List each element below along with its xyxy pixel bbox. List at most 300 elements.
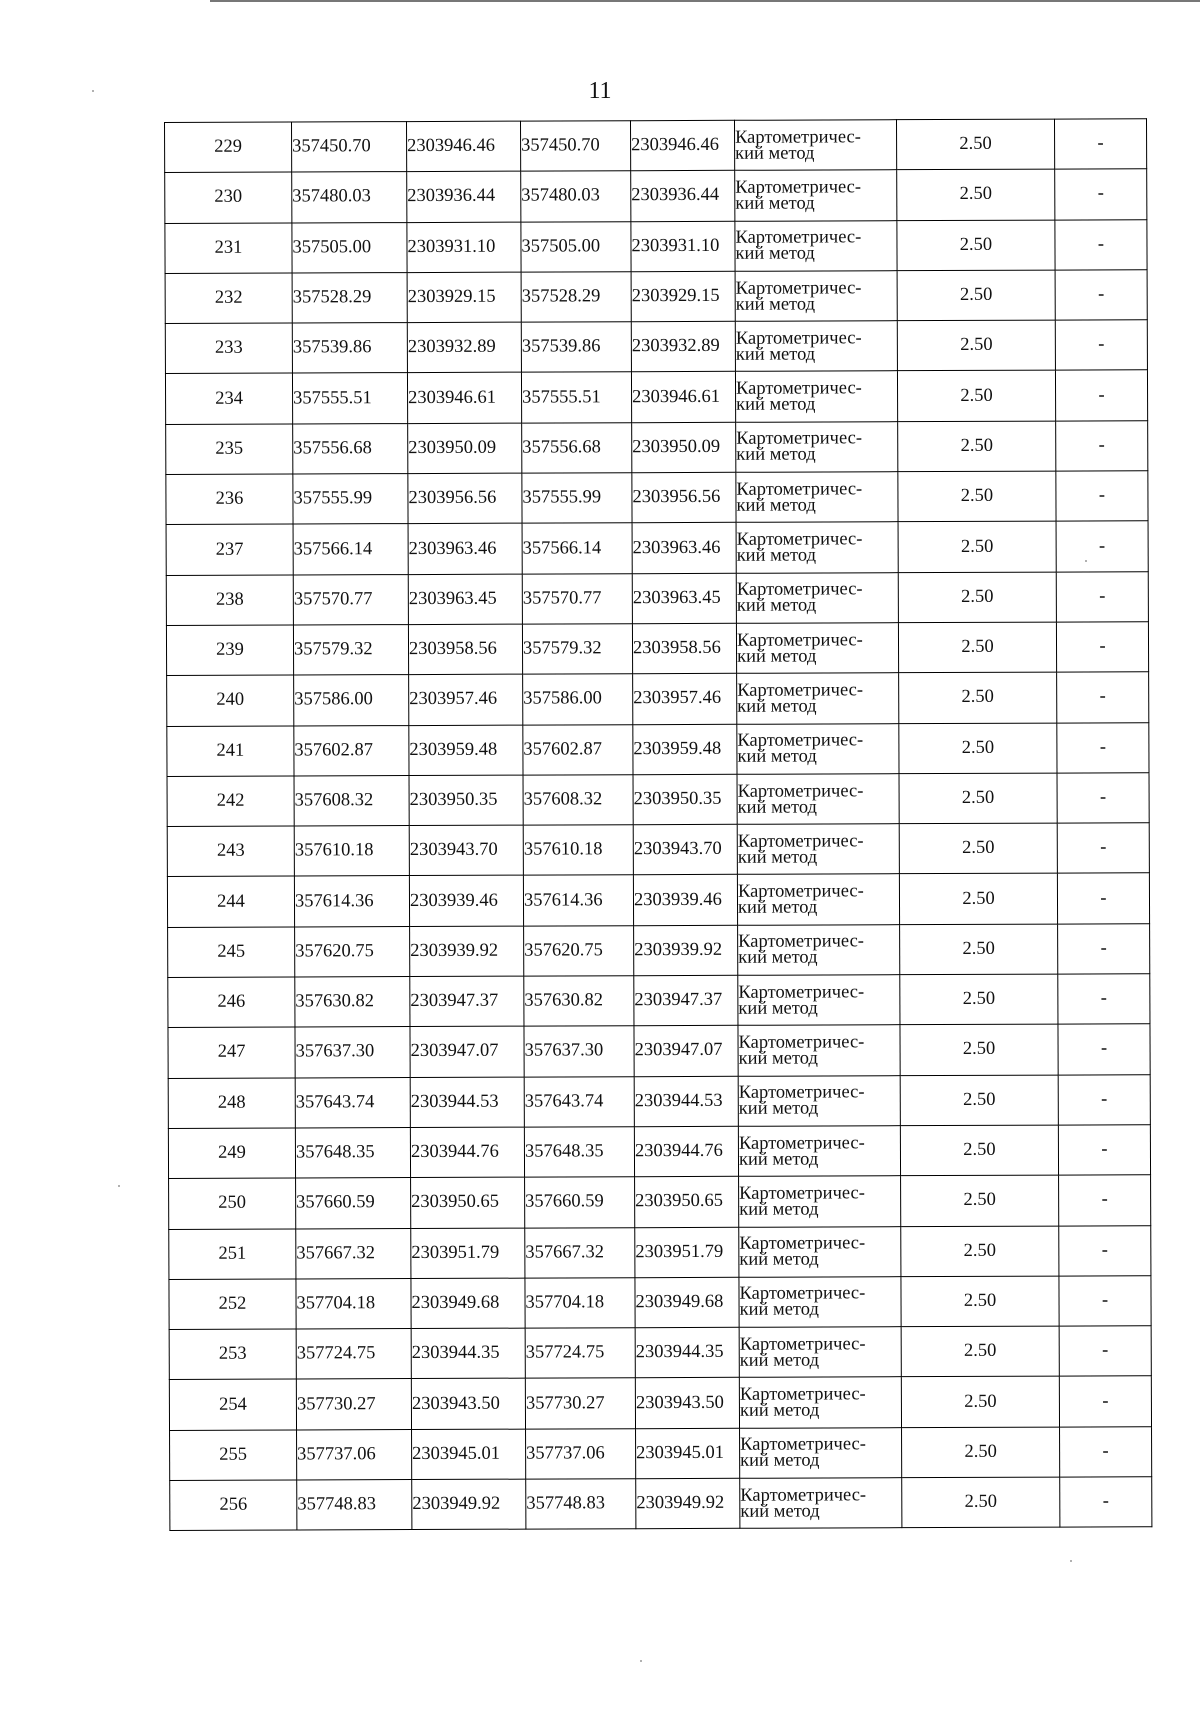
method-cell xyxy=(740,1427,902,1478)
y-existing-cell: 2303944.35 xyxy=(411,1328,525,1379)
y-existing-cell: 2303946.46 xyxy=(407,121,521,172)
note-cell: - xyxy=(1058,1024,1150,1075)
x-existing-cell: 357450.70 xyxy=(292,122,407,173)
x-new-cell: 357637.30 xyxy=(524,1026,634,1077)
point-number-cell: 255 xyxy=(170,1430,297,1481)
table-row xyxy=(167,823,1149,877)
y-new-cell: 2303931.10 xyxy=(631,221,735,272)
y-existing-cell: 2303936.44 xyxy=(407,171,521,222)
table-row xyxy=(170,1477,1152,1531)
x-new-cell: 357610.18 xyxy=(523,825,633,876)
method-line-2: кий метод xyxy=(738,1098,819,1120)
point-number-cell: 238 xyxy=(166,575,293,626)
method-line-1: Картометричес- xyxy=(738,1082,865,1104)
point-number-cell: 251 xyxy=(169,1229,296,1280)
method-cell xyxy=(737,824,899,875)
table-row xyxy=(168,974,1150,1028)
method-line-2: кий метод xyxy=(735,344,816,365)
table-row xyxy=(166,571,1148,625)
table-row xyxy=(167,722,1149,776)
x-new-cell: 357528.29 xyxy=(521,272,631,323)
method-cell xyxy=(735,371,897,422)
y-existing-cell: 2303944.76 xyxy=(410,1127,524,1178)
method-cell xyxy=(735,170,897,221)
note-cell: - xyxy=(1056,421,1148,472)
x-existing-cell: 357620.75 xyxy=(295,926,410,977)
point-number-cell: 254 xyxy=(169,1379,296,1430)
method-line-2: кий метод xyxy=(736,444,816,466)
point-number-cell: 245 xyxy=(168,927,295,978)
y-new-cell: 2303956.56 xyxy=(632,472,736,523)
y-new-cell: 2303949.92 xyxy=(636,1478,740,1529)
method-line-2: кий метод xyxy=(737,897,818,918)
y-existing-cell: 2303958.56 xyxy=(408,624,522,675)
note-cell: - xyxy=(1058,1074,1150,1125)
y-existing-cell: 2303932.89 xyxy=(407,322,521,373)
x-new-cell: 357648.35 xyxy=(524,1127,634,1178)
method-line-2: кий метод xyxy=(740,1501,820,1522)
method-line-2: кий метод xyxy=(739,1350,820,1371)
y-new-cell: 2303951.79 xyxy=(635,1227,739,1278)
x-existing-cell: 357610.18 xyxy=(294,826,409,877)
method-line-2: кий метод xyxy=(737,746,817,768)
y-new-cell: 2303963.46 xyxy=(632,523,736,574)
method-cell xyxy=(737,874,899,925)
y-new-cell: 2303946.46 xyxy=(630,120,734,171)
x-new-cell: 357539.86 xyxy=(521,322,631,373)
y-new-cell: 2303936.44 xyxy=(631,171,735,222)
accuracy-cell: 2.50 xyxy=(898,572,1056,623)
method-line-1: Картометричес- xyxy=(739,1384,866,1405)
accuracy-cell: 2.50 xyxy=(896,119,1054,170)
method-line-2: кий метод xyxy=(737,696,817,717)
x-new-cell: 357614.36 xyxy=(523,875,633,926)
method-line-2: кий метод xyxy=(737,796,817,818)
method-line-1: Картометричес- xyxy=(736,629,863,651)
x-existing-cell: 357570.77 xyxy=(293,574,408,625)
x-existing-cell: 357555.99 xyxy=(293,474,408,525)
x-new-cell: 357602.87 xyxy=(523,724,633,775)
method-cell xyxy=(739,1327,901,1378)
accuracy-cell: 2.50 xyxy=(900,924,1058,975)
point-number-cell: 237 xyxy=(166,524,293,575)
accuracy-cell: 2.50 xyxy=(902,1427,1060,1478)
accuracy-cell: 2.50 xyxy=(899,723,1057,774)
table-row xyxy=(166,521,1148,575)
x-existing-cell: 357643.74 xyxy=(295,1077,410,1128)
x-existing-cell: 357724.75 xyxy=(296,1329,411,1380)
method-cell xyxy=(737,723,899,774)
note-cell: - xyxy=(1056,471,1148,522)
note-cell: - xyxy=(1057,672,1149,723)
accuracy-cell: 2.50 xyxy=(900,1075,1058,1126)
accuracy-cell: 2.50 xyxy=(900,1024,1058,1075)
method-cell xyxy=(740,1478,902,1529)
method-line-2: кий метод xyxy=(738,1149,819,1170)
x-new-cell: 357555.99 xyxy=(522,473,632,524)
x-new-cell: 357505.00 xyxy=(521,221,631,272)
table-row xyxy=(165,270,1147,324)
scan-speck xyxy=(118,1185,120,1187)
scan-speck xyxy=(92,90,94,92)
y-new-cell: 2303949.68 xyxy=(635,1277,739,1328)
y-new-cell: 2303939.46 xyxy=(633,875,737,926)
accuracy-cell: 2.50 xyxy=(901,1226,1059,1277)
y-existing-cell: 2303939.92 xyxy=(410,926,524,977)
method-line-1: Картометричес- xyxy=(736,579,863,601)
table-row xyxy=(166,421,1148,475)
y-new-cell: 2303944.35 xyxy=(635,1327,739,1378)
note-cell: - xyxy=(1055,219,1147,270)
method-line-1: Картометричес- xyxy=(739,1233,866,1254)
y-existing-cell: 2303959.48 xyxy=(409,725,523,776)
accuracy-cell: 2.50 xyxy=(898,421,1056,472)
coordinates-table xyxy=(164,118,1152,1531)
note-cell: - xyxy=(1058,1125,1150,1176)
method-line-1: Картометричес- xyxy=(737,730,864,752)
x-existing-cell: 357556.68 xyxy=(293,423,408,474)
method-cell xyxy=(739,1176,901,1227)
method-line-2: кий метод xyxy=(739,1299,819,1321)
point-number-cell: 253 xyxy=(169,1329,296,1380)
note-cell: - xyxy=(1056,622,1148,673)
x-new-cell: 357748.83 xyxy=(526,1479,636,1530)
point-number-cell: 256 xyxy=(170,1480,297,1531)
point-number-cell: 242 xyxy=(167,776,294,827)
table-row xyxy=(170,1426,1152,1480)
table-row xyxy=(169,1326,1151,1380)
point-number-cell: 229 xyxy=(165,122,292,173)
y-new-cell: 2303950.09 xyxy=(632,422,736,473)
y-new-cell: 2303944.76 xyxy=(634,1126,738,1177)
x-new-cell: 357724.75 xyxy=(525,1328,635,1379)
method-line-1: Картометричес- xyxy=(740,1484,867,1506)
y-existing-cell: 2303944.53 xyxy=(410,1077,524,1128)
y-existing-cell: 2303943.50 xyxy=(411,1379,525,1430)
method-cell xyxy=(737,774,899,825)
accuracy-cell: 2.50 xyxy=(901,1175,1059,1226)
method-line-1: Картометричес- xyxy=(737,831,864,852)
y-new-cell: 2303929.15 xyxy=(631,271,735,322)
method-cell xyxy=(735,271,897,322)
note-cell: - xyxy=(1055,320,1147,371)
table-row xyxy=(165,320,1147,374)
method-line-2: кий метод xyxy=(735,143,815,164)
page-number: 11 xyxy=(588,78,612,104)
note-cell: - xyxy=(1056,571,1148,622)
method-line-1: Картометричес- xyxy=(738,931,864,953)
table-row xyxy=(168,923,1150,977)
method-line-2: кий метод xyxy=(735,193,815,214)
method-line-1: Картометричес- xyxy=(735,378,862,399)
y-existing-cell: 2303950.35 xyxy=(409,775,523,826)
point-number-cell: 248 xyxy=(168,1078,295,1129)
table-row xyxy=(167,672,1149,726)
method-cell xyxy=(736,623,898,674)
table-row xyxy=(168,1024,1150,1078)
note-cell: - xyxy=(1060,1426,1152,1477)
x-existing-cell: 357586.00 xyxy=(294,675,409,726)
x-existing-cell: 357737.06 xyxy=(297,1429,412,1480)
table-row xyxy=(168,1074,1150,1128)
y-new-cell: 2303932.89 xyxy=(631,321,735,372)
note-cell: - xyxy=(1058,923,1150,974)
method-line-2: кий метод xyxy=(739,1249,819,1270)
y-existing-cell: 2303947.07 xyxy=(410,1026,524,1077)
x-existing-cell: 357566.14 xyxy=(293,524,408,575)
method-line-1: Картометричес- xyxy=(739,1334,866,1355)
x-new-cell: 357570.77 xyxy=(522,573,632,624)
y-existing-cell: 2303943.70 xyxy=(409,825,523,876)
y-new-cell: 2303963.45 xyxy=(632,573,736,624)
x-existing-cell: 357602.87 xyxy=(294,725,409,776)
y-existing-cell: 2303950.09 xyxy=(408,423,522,474)
x-existing-cell: 357637.30 xyxy=(295,1027,410,1078)
table-row xyxy=(167,773,1149,827)
y-existing-cell: 2303946.61 xyxy=(407,373,521,424)
point-number-cell: 230 xyxy=(165,172,292,223)
y-existing-cell: 2303931.10 xyxy=(407,222,521,273)
point-number-cell: 247 xyxy=(168,1027,295,1078)
point-number-cell: 232 xyxy=(165,273,292,324)
y-existing-cell: 2303947.37 xyxy=(410,976,524,1027)
method-line-1: Картометричес- xyxy=(735,227,862,249)
note-cell: - xyxy=(1055,169,1147,220)
y-existing-cell: 2303949.92 xyxy=(412,1479,526,1530)
method-cell xyxy=(738,1075,900,1126)
method-line-1: Картометричес- xyxy=(739,1283,866,1305)
accuracy-cell: 2.50 xyxy=(900,1125,1058,1176)
method-line-2: кий метод xyxy=(738,947,818,969)
note-cell: - xyxy=(1057,873,1149,924)
method-line-1: Картометричес- xyxy=(735,177,862,198)
y-existing-cell: 2303963.46 xyxy=(408,524,522,575)
x-existing-cell: 357555.51 xyxy=(292,373,407,424)
x-new-cell: 357579.32 xyxy=(522,624,632,675)
method-line-1: Картометричес- xyxy=(738,1132,865,1154)
y-existing-cell: 2303951.79 xyxy=(411,1228,525,1279)
method-cell xyxy=(739,1377,901,1428)
y-new-cell: 2303943.50 xyxy=(635,1378,739,1429)
method-cell xyxy=(738,924,900,975)
y-new-cell: 2303943.70 xyxy=(633,824,737,875)
note-cell: - xyxy=(1054,119,1146,170)
method-line-2: кий метод xyxy=(738,998,818,1019)
point-number-cell: 252 xyxy=(169,1279,296,1330)
scan-top-border xyxy=(210,0,1200,2)
x-new-cell: 357620.75 xyxy=(524,925,634,976)
method-line-2: кий метод xyxy=(736,394,816,415)
table-row xyxy=(169,1175,1151,1229)
accuracy-cell: 2.50 xyxy=(901,1326,1059,1377)
y-existing-cell: 2303929.15 xyxy=(407,272,521,323)
note-cell: - xyxy=(1060,1477,1152,1528)
method-line-1: Картометричес- xyxy=(738,1032,865,1053)
x-new-cell: 357556.68 xyxy=(522,422,632,473)
method-line-2: кий метод xyxy=(739,1199,819,1220)
table-row xyxy=(166,622,1148,676)
table-row xyxy=(169,1376,1151,1430)
note-cell: - xyxy=(1057,773,1149,824)
method-line-2: кий метод xyxy=(736,495,816,516)
method-line-2: кий метод xyxy=(740,1450,820,1472)
note-cell: - xyxy=(1059,1276,1151,1327)
note-cell: - xyxy=(1055,370,1147,421)
method-line-1: Картометричес- xyxy=(736,428,863,450)
x-new-cell: 357630.82 xyxy=(524,976,634,1027)
y-new-cell: 2303946.61 xyxy=(631,372,735,423)
table-body xyxy=(165,119,1152,1531)
note-cell: - xyxy=(1057,722,1149,773)
x-existing-cell: 357730.27 xyxy=(296,1379,411,1430)
x-new-cell: 357643.74 xyxy=(524,1076,634,1127)
x-new-cell: 357730.27 xyxy=(525,1378,635,1429)
x-existing-cell: 357539.86 xyxy=(292,323,407,374)
y-new-cell: 2303959.48 xyxy=(633,724,737,775)
method-line-1: Картометричес- xyxy=(737,881,864,902)
x-existing-cell: 357648.35 xyxy=(295,1127,410,1178)
method-line-1: Картометричес- xyxy=(736,529,863,550)
point-number-cell: 241 xyxy=(167,726,294,777)
note-cell: - xyxy=(1059,1175,1151,1226)
method-line-1: Картометричес- xyxy=(735,328,862,349)
method-line-2: кий метод xyxy=(738,1048,818,1069)
table-row xyxy=(165,219,1147,273)
method-line-1: Картометричес- xyxy=(735,277,862,299)
y-new-cell: 2303958.56 xyxy=(632,623,736,674)
point-number-cell: 239 xyxy=(166,625,293,676)
method-line-2: кий метод xyxy=(737,847,818,868)
accuracy-cell: 2.50 xyxy=(897,270,1055,321)
method-cell xyxy=(737,673,899,724)
accuracy-cell: 2.50 xyxy=(899,823,1057,874)
scan-speck xyxy=(1070,1560,1072,1562)
point-number-cell: 250 xyxy=(169,1178,296,1229)
point-number-cell: 249 xyxy=(168,1128,295,1179)
accuracy-cell: 2.50 xyxy=(897,169,1055,220)
y-existing-cell: 2303939.46 xyxy=(409,876,523,927)
point-number-cell: 236 xyxy=(166,474,293,525)
x-existing-cell: 357608.32 xyxy=(294,775,409,826)
method-line-2: кий метод xyxy=(736,595,817,617)
point-number-cell: 231 xyxy=(165,223,292,274)
method-cell xyxy=(738,1025,900,1076)
x-existing-cell: 357660.59 xyxy=(296,1178,411,1229)
accuracy-cell: 2.50 xyxy=(899,672,1057,723)
note-cell: - xyxy=(1059,1225,1151,1276)
method-line-2: кий метод xyxy=(735,294,816,315)
x-existing-cell: 357579.32 xyxy=(293,625,408,676)
method-line-2: кий метод xyxy=(736,545,817,566)
y-existing-cell: 2303963.45 xyxy=(408,574,522,625)
method-line-2: кий метод xyxy=(739,1400,820,1421)
y-existing-cell: 2303949.68 xyxy=(411,1278,525,1329)
x-new-cell: 357704.18 xyxy=(525,1278,635,1329)
method-line-1: Картометричес- xyxy=(738,982,865,1003)
accuracy-cell: 2.50 xyxy=(900,974,1058,1025)
method-line-2: кий метод xyxy=(737,646,817,667)
table-row xyxy=(165,169,1147,223)
method-cell xyxy=(739,1277,901,1328)
note-cell: - xyxy=(1059,1326,1151,1377)
y-new-cell: 2303957.46 xyxy=(633,674,737,725)
note-cell: - xyxy=(1055,270,1147,321)
x-new-cell: 357737.06 xyxy=(526,1428,636,1479)
table-row xyxy=(165,370,1147,424)
x-existing-cell: 357748.83 xyxy=(297,1480,412,1531)
accuracy-cell: 2.50 xyxy=(899,874,1057,925)
table-row xyxy=(169,1225,1151,1279)
note-cell: - xyxy=(1056,521,1148,572)
point-number-cell: 240 xyxy=(167,675,294,726)
x-new-cell: 357450.70 xyxy=(520,121,630,172)
point-number-cell: 233 xyxy=(165,323,292,374)
x-new-cell: 357555.51 xyxy=(521,372,631,423)
x-new-cell: 357566.14 xyxy=(522,523,632,574)
x-existing-cell: 357667.32 xyxy=(296,1228,411,1279)
method-cell xyxy=(736,522,898,573)
point-number-cell: 235 xyxy=(166,424,293,475)
accuracy-cell: 2.50 xyxy=(901,1276,1059,1327)
x-new-cell: 357667.32 xyxy=(525,1227,635,1278)
y-existing-cell: 2303950.65 xyxy=(411,1177,525,1228)
note-cell: - xyxy=(1057,823,1149,874)
accuracy-cell: 2.50 xyxy=(897,320,1055,371)
table-row xyxy=(165,119,1147,173)
method-line-1: Картометричес- xyxy=(736,479,863,500)
y-new-cell: 2303945.01 xyxy=(636,1428,740,1479)
x-existing-cell: 357528.29 xyxy=(292,272,407,323)
x-existing-cell: 357480.03 xyxy=(292,172,407,223)
point-number-cell: 246 xyxy=(168,977,295,1028)
method-line-2: кий метод xyxy=(735,243,815,265)
y-new-cell: 2303944.53 xyxy=(634,1076,738,1127)
method-cell xyxy=(738,1126,900,1177)
y-existing-cell: 2303945.01 xyxy=(412,1429,526,1480)
scan-speck xyxy=(1085,560,1087,562)
x-existing-cell: 357704.18 xyxy=(296,1278,411,1329)
note-cell: - xyxy=(1059,1376,1151,1427)
accuracy-cell: 2.50 xyxy=(898,521,1056,572)
x-existing-cell: 357630.82 xyxy=(295,977,410,1028)
note-cell: - xyxy=(1058,974,1150,1025)
scan-speck xyxy=(640,1660,642,1662)
method-line-1: Картометричес- xyxy=(739,1183,865,1204)
accuracy-cell: 2.50 xyxy=(897,220,1055,271)
y-new-cell: 2303950.35 xyxy=(633,774,737,825)
x-existing-cell: 357505.00 xyxy=(292,222,407,273)
method-cell xyxy=(734,120,896,171)
method-cell xyxy=(736,472,898,523)
y-new-cell: 2303947.07 xyxy=(634,1026,738,1077)
table-row xyxy=(169,1276,1151,1330)
method-cell xyxy=(735,321,897,372)
x-new-cell: 357608.32 xyxy=(523,775,633,826)
x-existing-cell: 357614.36 xyxy=(294,876,409,927)
y-existing-cell: 2303957.46 xyxy=(409,674,523,725)
y-existing-cell: 2303956.56 xyxy=(408,473,522,524)
method-line-1: Картометричес- xyxy=(737,780,864,802)
method-cell xyxy=(739,1226,901,1277)
method-line-1: Картометричес- xyxy=(735,126,861,148)
accuracy-cell: 2.50 xyxy=(902,1477,1060,1528)
y-new-cell: 2303939.92 xyxy=(634,925,738,976)
accuracy-cell: 2.50 xyxy=(898,471,1056,522)
method-cell xyxy=(736,421,898,472)
x-new-cell: 357660.59 xyxy=(525,1177,635,1228)
point-number-cell: 234 xyxy=(165,373,292,424)
accuracy-cell: 2.50 xyxy=(898,622,1056,673)
